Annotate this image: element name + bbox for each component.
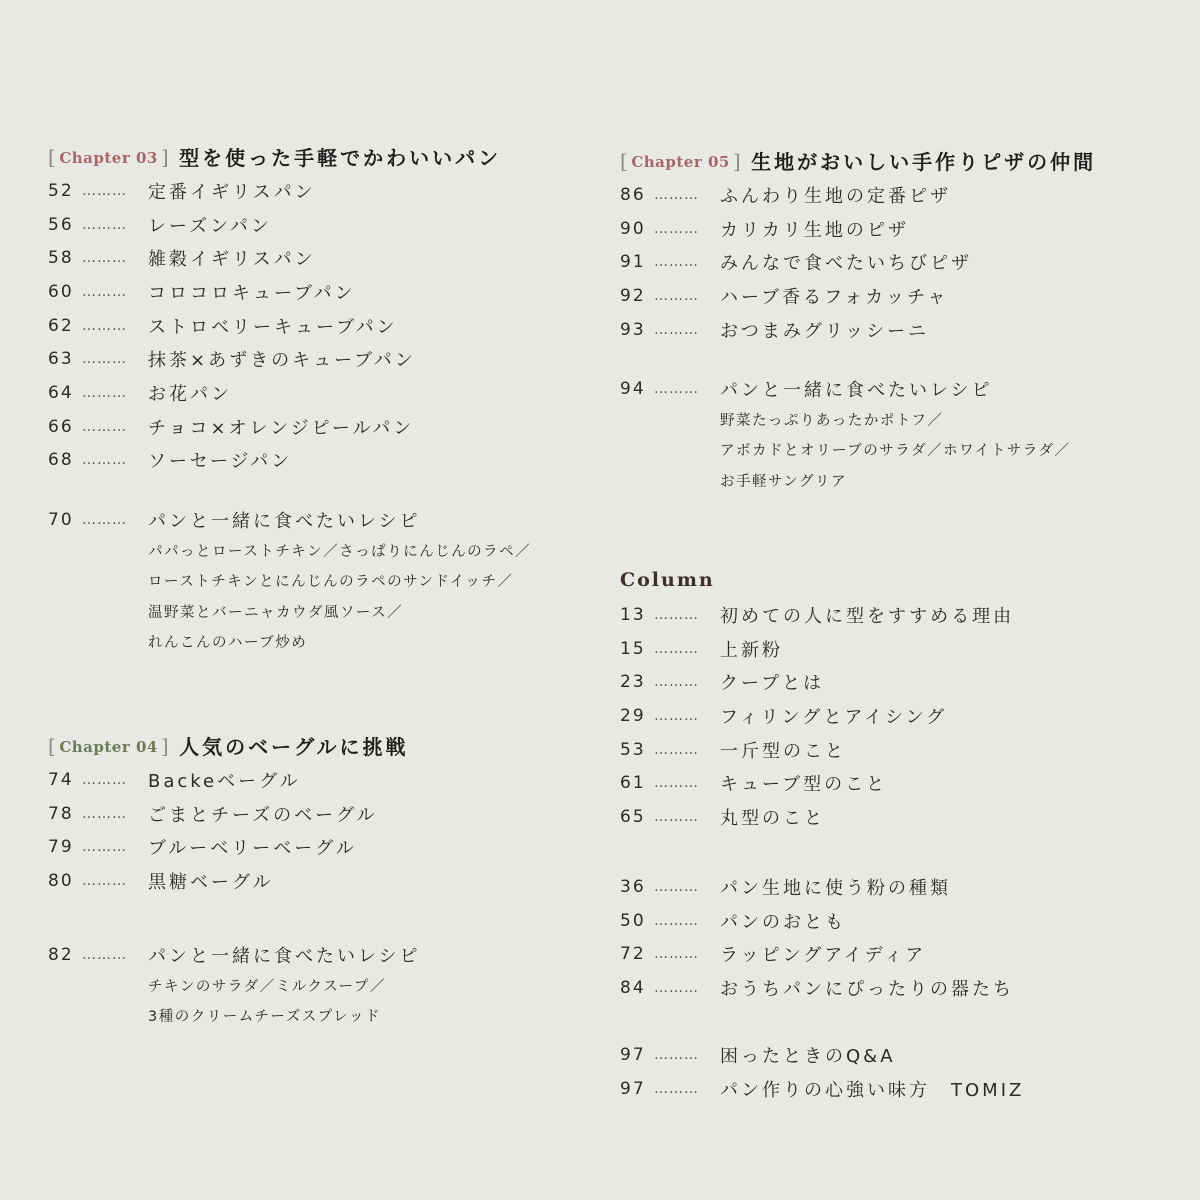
toc-entry[interactable]: [620, 971, 1180, 1005]
toc-entry[interactable]: [620, 1038, 1180, 1072]
leader-dots: ………: [654, 674, 699, 691]
toc-entry[interactable]: [620, 1072, 1180, 1106]
chapter-05-tag-label: Chapter 05: [631, 153, 730, 171]
entry-title: お花パン: [148, 383, 232, 405]
page-number: 94: [620, 378, 646, 399]
entry-title: ブルーベリーベーグル: [148, 838, 357, 860]
toc-entry[interactable]: [620, 800, 1180, 834]
toc-entry[interactable]: [620, 699, 1180, 733]
chapter-03-recipe-entry[interactable]: [48, 503, 588, 537]
toc-entry[interactable]: [48, 174, 588, 208]
toc-entry[interactable]: [48, 763, 588, 797]
recipe-subitem: チキンのサラダ／ミルクスープ／: [148, 978, 386, 995]
entry-title: ストロベリーキューブパン: [148, 316, 398, 338]
entry-title: チョコ×オレンジピールパン: [148, 417, 415, 439]
chapter-05-section: [620, 142, 1180, 346]
chapter-03-tag-label: Chapter 03: [59, 149, 158, 167]
page-number: 74: [48, 769, 74, 790]
entry-title: 上新粉: [720, 639, 783, 661]
toc-entry[interactable]: [620, 313, 1180, 347]
leader-dots: ………: [82, 511, 127, 528]
entry-title: 一斤型のこと: [720, 740, 846, 762]
leader-dots: ………: [82, 283, 127, 300]
page-number: 65: [620, 806, 646, 827]
entry-title: パンと一緒に食べたいレシピ: [148, 510, 421, 532]
toc-entry[interactable]: [620, 665, 1180, 699]
recipe-subitem: 3種のクリームチーズスプレッド: [148, 1009, 381, 1026]
chapter-05-recipe-entry[interactable]: [620, 372, 1180, 406]
page-number: 23: [620, 672, 646, 693]
leader-dots: ………: [654, 775, 699, 792]
leader-dots: ………: [654, 254, 699, 271]
chapter-05-tag: [ Chapter 05 ]: [620, 149, 742, 173]
entry-title: 初めての人に型をすすめる理由: [720, 605, 1015, 627]
recipe-subitem: ローストチキンとにんじんのラペのサンドイッチ／: [148, 574, 514, 591]
toc-entry[interactable]: [620, 937, 1180, 971]
toc-entry[interactable]: [48, 410, 588, 444]
toc-entry[interactable]: [620, 632, 1180, 666]
entry-title: パン作りの心強い味方 TOMIZ: [720, 1079, 1025, 1101]
page-number: 36: [620, 876, 646, 897]
page-number: 61: [620, 773, 646, 794]
page-number: 80: [48, 870, 74, 891]
leader-dots: ………: [82, 839, 127, 856]
chapter-03-entries: [48, 174, 588, 477]
chapter-04-recipe-subs: [48, 972, 588, 1033]
chapter-04-tag: [ Chapter 04 ]: [48, 734, 170, 758]
entry-title: フィリングとアイシング: [720, 706, 948, 728]
toc-entry[interactable]: [48, 830, 588, 864]
entry-title: おつまみグリッシーニ: [720, 320, 930, 342]
toc-entry[interactable]: [48, 241, 588, 275]
chapter-03-title: 型を使った手軽でかわいいパン: [179, 145, 502, 170]
leader-dots: ………: [654, 380, 699, 397]
page-number: 70: [48, 509, 74, 530]
entry-title: 抹茶×あずきのキューブパン: [148, 350, 416, 372]
toc-entry[interactable]: [48, 864, 588, 898]
chapter-04-title: 人気のベーグルに挑戦: [179, 734, 409, 759]
page-number: 86: [620, 184, 646, 205]
leader-dots: ………: [82, 384, 127, 401]
leader-dots: ………: [654, 220, 699, 237]
entry-title: 困ったときのQ&A: [720, 1045, 896, 1067]
leader-dots: ………: [654, 808, 699, 825]
leader-dots: ………: [654, 741, 699, 758]
entry-title: ごまとチーズのベーグル: [148, 804, 378, 826]
page-number: 90: [620, 218, 646, 239]
chapter-03-recipe-subs: [48, 537, 588, 659]
page-number: 62: [48, 315, 74, 336]
page-number: 56: [48, 214, 74, 235]
page-number: 52: [48, 180, 74, 201]
leader-dots: ………: [82, 317, 127, 334]
entry-title: 黒糖ベーグル: [148, 871, 274, 893]
leader-dots: ………: [82, 946, 127, 963]
page-number: 29: [620, 705, 646, 726]
leader-dots: ………: [654, 1046, 699, 1063]
page-number: 63: [48, 349, 74, 370]
column-group-1: [620, 598, 1180, 834]
entry-title: コロコロキューブパン: [148, 282, 356, 304]
chapter-03-tag: [ Chapter 03 ]: [48, 145, 170, 169]
leader-dots: ………: [654, 912, 699, 929]
page-number: 93: [620, 319, 646, 340]
entry-title: ラッピングアイディア: [720, 945, 927, 967]
entry-title: ふんわり生地の定番ピザ: [720, 185, 951, 207]
chapter-05-recipe-subs: [620, 406, 1180, 498]
entry-title: 雑穀イギリスパン: [148, 249, 316, 271]
toc-entry[interactable]: [620, 245, 1180, 279]
leader-dots: ………: [82, 872, 127, 889]
entry-title: クープとは: [720, 673, 825, 695]
toc-entry[interactable]: [48, 208, 588, 242]
recipe-subitem: 野菜たっぷりあったかポトフ／: [720, 412, 944, 429]
toc-entry[interactable]: [48, 797, 588, 831]
page-number: 82: [48, 944, 74, 965]
leader-dots: ………: [82, 216, 127, 233]
column-group-2-section: [620, 870, 1180, 1005]
toc-entry[interactable]: [620, 279, 1180, 313]
entry-title: おうちパンにぴったりの器たち: [720, 978, 1014, 1000]
leader-dots: ………: [82, 250, 127, 267]
toc-entry[interactable]: [620, 212, 1180, 246]
entry-title: Backeベーグル: [148, 770, 301, 792]
page-number: 97: [620, 1078, 646, 1099]
chapter-04-heading: [48, 727, 588, 763]
leader-dots: ………: [654, 946, 699, 963]
chapter-05-recipe: [620, 372, 1180, 497]
leader-dots: ………: [654, 878, 699, 895]
recipe-subitem: 温野菜とバーニャカウダ風ソース／: [148, 604, 404, 621]
recipe-subitem: アボカドとオリーブのサラダ／ホワイトサラダ／: [720, 443, 1071, 460]
leader-dots: ………: [654, 186, 699, 203]
toc-entry[interactable]: [48, 342, 588, 376]
page-number: 53: [620, 739, 646, 760]
entry-title: キューブ型のこと: [720, 774, 888, 796]
leader-dots: ………: [82, 182, 127, 199]
column-section: [620, 562, 1180, 834]
chapter-04-recipe-entry[interactable]: [48, 938, 588, 972]
page-number: 60: [48, 281, 74, 302]
toc-entry[interactable]: [620, 733, 1180, 767]
page-number: 64: [48, 382, 74, 403]
chapter-03-section: [48, 138, 588, 477]
page-number: 79: [48, 837, 74, 858]
entry-title: パン生地に使う粉の種類: [720, 877, 951, 899]
entry-title: ハーブ香るフォカッチャ: [720, 286, 949, 308]
page-number: 15: [620, 638, 646, 659]
column-group-3: [620, 1038, 1180, 1105]
toc-entry[interactable]: [620, 598, 1180, 632]
chapter-04-tag-label: Chapter 04: [59, 738, 158, 756]
chapter-05-heading: [620, 142, 1180, 178]
page-number: 68: [48, 450, 74, 471]
column-group-2: [620, 870, 1180, 1005]
leader-dots: ………: [654, 707, 699, 724]
leader-dots: ………: [82, 351, 127, 368]
leader-dots: ………: [654, 321, 699, 338]
page-number: 66: [48, 416, 74, 437]
entry-title: ソーセージパン: [148, 451, 293, 473]
recipe-subitem: パパっとローストチキン／さっぱりにんじんのラペ／: [148, 543, 532, 560]
toc-entry[interactable]: [48, 376, 588, 410]
toc-entry[interactable]: [620, 766, 1180, 800]
page-number: 78: [48, 803, 74, 824]
entry-title: レーズンパン: [148, 215, 272, 237]
leader-dots: ………: [654, 1080, 699, 1097]
page-number: 72: [620, 944, 646, 965]
entry-title: 定番イギリスパン: [148, 181, 316, 203]
chapter-05-entries: [620, 178, 1180, 346]
recipe-subitem: お手軽サングリア: [720, 473, 847, 490]
toc-entry[interactable]: [620, 870, 1180, 904]
column-group-3-section: [620, 1038, 1180, 1105]
chapter-04-section: [48, 727, 588, 898]
toc-entry[interactable]: [48, 275, 588, 309]
toc-entry[interactable]: [48, 309, 588, 343]
chapter-03-heading: [48, 138, 588, 174]
toc-entry[interactable]: [48, 444, 588, 478]
entry-title: パンのおとも: [720, 911, 846, 933]
leader-dots: ………: [82, 771, 127, 788]
chapter-03-recipe: [48, 503, 588, 659]
page-number: 58: [48, 248, 74, 269]
leader-dots: ………: [82, 805, 127, 822]
page-number: 13: [620, 604, 646, 625]
entry-title: カリカリ生地のピザ: [720, 219, 909, 241]
page-number: 50: [620, 910, 646, 931]
chapter-04-entries: [48, 763, 588, 898]
column-heading: Column: [620, 569, 715, 591]
entry-title: パンと一緒に食べたいレシピ: [720, 379, 993, 401]
recipe-subitem: れんこんのハーブ炒め: [148, 635, 308, 652]
entry-title: みんなで食べたいちびピザ: [720, 253, 972, 275]
leader-dots: ………: [82, 418, 127, 435]
toc-entry[interactable]: [620, 904, 1180, 938]
leader-dots: ………: [654, 979, 699, 996]
leader-dots: ………: [654, 640, 699, 657]
chapter-04-recipe: [48, 938, 588, 1033]
page-number: 92: [620, 285, 646, 306]
page-number: 91: [620, 252, 646, 273]
entry-title: 丸型のこと: [720, 807, 825, 829]
leader-dots: ………: [654, 606, 699, 623]
toc-entry[interactable]: [620, 178, 1180, 212]
page-number: 97: [620, 1044, 646, 1065]
leader-dots: ………: [654, 287, 699, 304]
page-number: 84: [620, 977, 646, 998]
leader-dots: ………: [82, 452, 127, 469]
chapter-05-title: 生地がおいしい手作りピザの仲間: [751, 149, 1097, 174]
entry-title: パンと一緒に食べたいレシピ: [148, 945, 421, 967]
